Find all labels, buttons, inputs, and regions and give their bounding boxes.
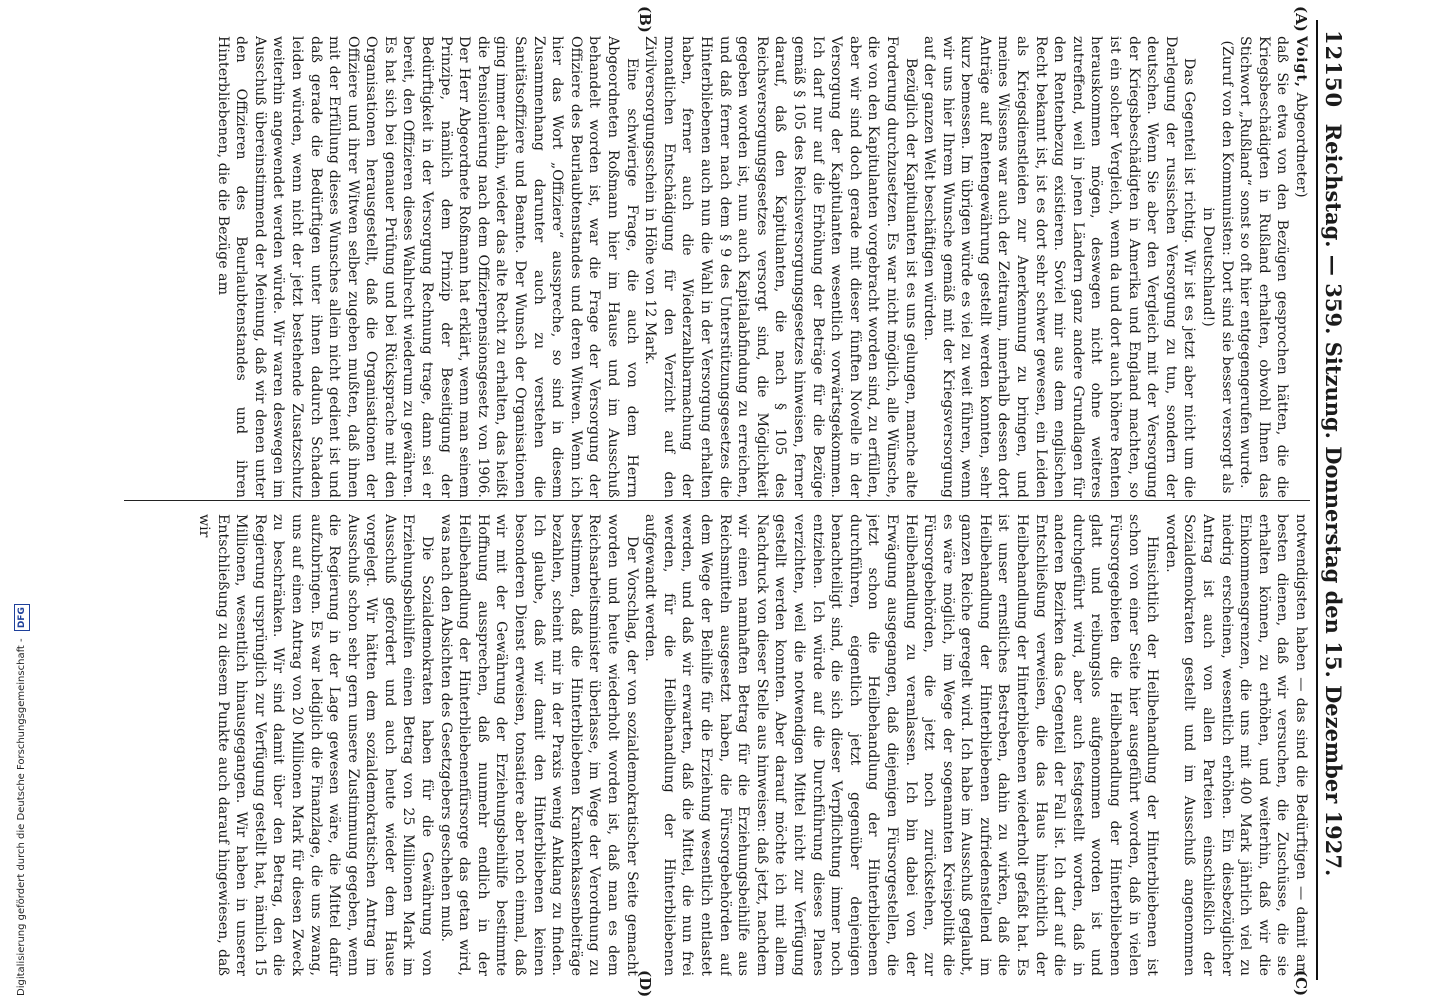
interjection: (Zuruf von den Kommunisten: Dort sind sie besser versorgt als in Deutschland!) [1200,40,1235,494]
dfg-logo: DFG [14,604,30,631]
paragraph [1198,36,1235,498]
paragraph [436,514,641,976]
paragraph [213,36,641,498]
page-title: Reichstag. — 359. Sitzung. Donnerstag den 15. Dezember 1927. [1321,123,1346,877]
paragraph-text: daß Sie etwa von den Bezügen gesprochen hätten, die die Kriegsbeschädigten in Rußland erhalten, obwohl Ihnen das Stichwort „Rußland“ sonst so oft hier entgegengerufen wurde. [1237,36,1291,498]
footer-credit: Digitalisierung gefördert durch die Deutsche Forschungsgemeinschaft - [16,638,27,996]
paragraph-text: Die Sozialdemokraten haben für die Gewährung von Erziehungsbeihilfen einen Betrag von 25 Millionen Mark im Ausschuß gefordert und auch heute wieder dem Hause vorgelegt. Wir hätten dem sozialdemokratischen Antrag im Ausschuß schon sehr gern unsere Zustimmung gegeben, wenn die Regierung in der Lage gewesen wäre, die Mittel dafür aufzubringen. Es war lediglich die Finanzlage, die uns zwang, uns auf einen Antrag von 20 Millionen Mark für diesen Zweck zu beschränken. Wir sind damit über den Betrag, den die Regierung ursprünglich zur Verfügung gestellt hat, nämlich 15 Millionen, wesentlich hinausgegangen. Wir haben in unserer Entschließung zu diesem Punkte auch darauf hingewiesen, daß wir [195,514,436,976]
column-divider [124,500,1310,501]
paragraph-text: Bezüglich der Kapitulanten ist es uns gelungen, manche alte Forderung durchzusetzen. Es war nicht möglich, alle Wünsche, die von den Kapitulanten vorgebracht worden sind, zu erfüllen, aber wir sind doch gerade mit dieser fünften Novelle in der Versorgung der Kapitulanten wesentlich vorwärtsgekommen. Ich darf nur auf die Erhöhung der Beträge für die Bezüge gemäß § 105 des Reichsversorgungsgesetzes hinweisen, ferner darauf, daß den Kapitulanten, die nach § 105 des Reichsversorgungsgesetzes versorgt sind, die Möglichkeit gegeben worden ist, nun auch Kapitalabfindung zu erreichen, und daß ferner nach dem § 9 des Unterstützungsgesetzes die Hinterbliebenen auch nun die Wahl in der Versorgung erhalten haben, ferner auch die Wiederzahlbarmachung der monatlichen Entschädigung für den Verzicht auf den Zivilversorgungsschein in Höhe von 12 Mark. [642,36,919,498]
margin-mark-a: (A) [1292,6,1310,32]
paragraph-text: notwendigsten haben — das sind die Bedürftigen — damit am besten dienen, daß wir versuchen, die Zuschüsse, die sie erhalten können, zu erhöhen, und weiterhin, daß wir die Einkommensgrenzen, die uns mit 400 Mark jährlich viel zu niedrig erscheinen, wesentlich erhöhen. Ein diesbezüglicher Antrag ist auch von allen Parteien einschließlich der Sozialdemokraten gestellt und im Ausschuß angenommen worden. [1162,514,1309,976]
paragraph [920,36,1199,498]
paragraph-text: Hinsichtlich der Heilbehandlung der Hinterbliebenen ist schon von einer Seite hier ausgeführt worden, daß in vielen Fürsorgegebieten die Heilbehandlung der Hinterbliebenen glatt und reibungslos aufgenommen worden ist und durchgeführt wird, aber auch festgestellt worden, daß in anderen Bezirken das Gegenteil der Fall ist. Ich darf auf die Entschließung verweisen, die das Haus hinsichtlich der Heilbehandlung der Hinterbliebenen wiederholt gefaßt hat. Es ist unser ernstliches Bestreben, dahin zu wirken, daß die Heilbehandlung der Hinterbliebenen zufriedenstellend im ganzen Reiche geregelt wird. Ich habe im Ausschuß geglaubt, es wäre möglich, im Wege der sogenannten Kreispolitik die Fürsorgebehörden, die jetzt noch zurückstehen, zur Heilbehandlung zu veranlassen. Ich bin dabei von der Erwägung ausgegangen, daß diejenigen Fürsorgestellen, die jetzt schon die Heilbehandlung der Hinterbliebenen durchführen, eigentlich jetzt gegenüber denjenigen benachteiligt sind, die sich dieser Verpflichtung immer noch entziehen. Ich würde auf die Durchführung dieses Planes verzichten, weil die notwendigen Mittel nicht zur Verfügung gestellt werden konnten. Aber darauf möchte ich mit allem Nachdruck von dieser Stelle aus hinweisen: daß jetzt, nachdem wir einen namhaften Betrag für die Erziehungsbeihilfe aus Reichsmitteln ausgesetzt haben, die Fürsorgebehörden auf dem Wege der Beihilfe für die Erziehung wesentlich entlastet werden, und daß wir erwarten, daß die Mittel, die nun frei werden, für die Heilbehandlung der Hinterbliebenen aufgewandt werden. [642,514,1161,976]
left-column [110,36,1310,498]
newspaper-page [104,0,1354,1000]
margin-mark-b: (B) [636,6,654,33]
paragraph-text: Eine schwierige Frage, die auch von dem Herrn Abgeordneten Roßmann hier im Hause und im Ausschuß behandelt worden ist, war die Frage der Versorgung der Offiziere des Beurlaubtenstandes und deren Witwen. Wenn ich hier das Wort „Offiziere“ ausspreche, so sind in diesem Zusammenhang darunter auch zu verstehen die Sanitätsoffiziere und Beamte. Der Wunsch der Organisationen ging immer dahin, wieder das alte Recht zu erhalten, das heißt die Pensionierung nach dem Offizierpensionsgesetz von 1906. Der Herr Abgeordnete Roßmann hat erklärt, wenn man seinem Prinzipe, nämlich dem Prinzip der Beseitigung der Bedürftigkeit in der Versorgung Rechnung trage, dann sei er bereit, den Offizieren dieses Wahlrecht wiederum zu gewähren. Es hat sich bei genauer Prüfung und bei Rücksprache mit den Organisationen herausgestellt, daß die Organisationen der Offiziere und ihrer Witwen selber zugeben mußten, daß ihnen mit der Erfüllung dieses Wunsches allein nicht gedient ist und daß gerade die Bedürftigen unter ihnen dadurch Schaden leiden würden, wenn nicht der jetzt bestehende Zusatzschutz weiterhin angewendet werden würde. Wir waren deswegen im Ausschuß übereinstimmend der Meinung, daß wir denen unter den Offizieren des Beurlaubtenstandes und ihren Hinterbliebenen, die die Bezüge am [214,36,640,498]
speaker-name: Voigt, [1293,36,1309,88]
page-number: 12150 [1321,30,1346,109]
right-column [110,514,1310,976]
paragraph [641,36,920,498]
paragraph-text: Das Gegenteil ist richtig. Wir ist es jetzt aber nicht um die Darlegung der russischen Versorgung zu tun, sondern der deutschen. Wenn Sie aber den Vergleich mit der Versorgung der Kriegsbeschädigten in Amerika und England machten, so ist ein solcher Vergleich, wenn da und dort auch höhere Renten herauskommen mögen, deswegen nicht ohne weiteres zutreffend, weil in jenen Ländern ganz andere Grundlagen für den Rentenbezug existieren. Soviel mir aus dem englischen Recht bekannt ist, ist es dort sehr schwer gewesen, ein Leiden als Kriegsdienstleiden zur Anerkennung zu bringen, und meines Wissens war auch der Zeitraum, innerhalb dessen dort Anträge auf Rentengewährung gestellt werden konnten, sehr kurz bemessen. Im übrigen würde es viel zu weit führen, wenn wir uns hier Ihrem Wunsche gemäß mit der Kriegsversorgung auf der ganzen Welt beschäftigen würden. [921,36,1198,498]
paragraph [1161,514,1310,976]
paragraph [194,514,436,976]
margin-mark-c: (C) [1292,970,1310,997]
speaker-role: Abgeordneter) [1293,92,1309,198]
paragraph [1236,36,1310,498]
digitization-footer [0,0,27,1000]
page-header [1320,30,1346,970]
margin-mark-d: (D) [636,970,654,998]
paragraph [641,514,1162,976]
header-rule [1316,20,1318,980]
paragraph-text: Der Vorschlag, der von sozialdemokratischer Seite gemacht worden und heute wiederholt worden ist, daß man es dem Reichsarbeitsminister überlasse, im Wege der Verordnung zu bestimmen, daß die Hinterbliebenen Krankenkassenbeiträge bezahlen, scheint mir in der Praxis wenig Anklang zu finden. Ich glaube, daß wir damit den Hinterbliebenen keinen besonderen Dienst erweisen, tonsatiere aber noch einmal, daß wir mit der Gewährung der Erziehungsbeihilfe bestimmte Hoffnung aussprechen, daß nunmehr endlich in der Heilbehandlung der Hinterbliebenenfürsorge das getan wird, was nach den Absichten des Gesetzgebers geschehen muß. [437,514,640,976]
